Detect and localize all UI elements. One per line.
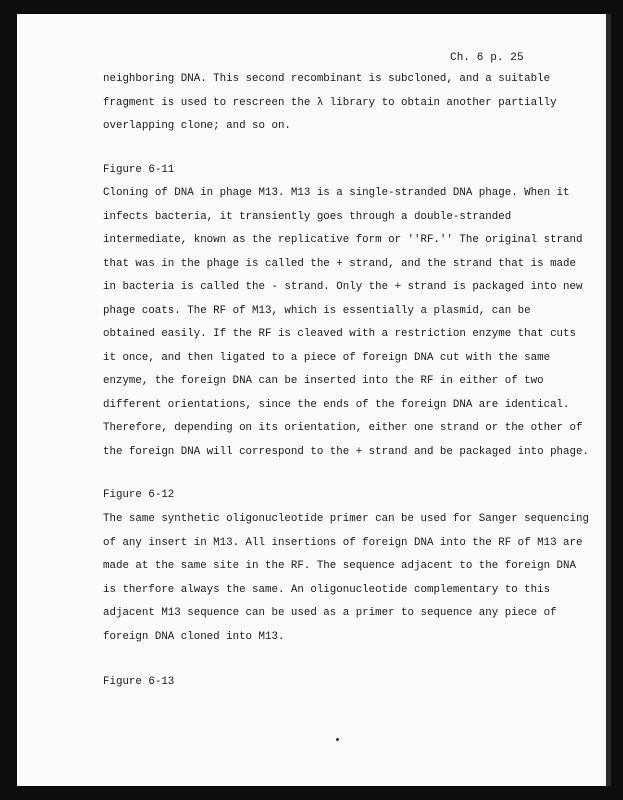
caption-line: Therefore, depending on its orientation, either one strand or the other of bbox=[103, 422, 583, 434]
figure-6-12-caption bbox=[103, 508, 589, 649]
figure-6-13-heading: Figure 6-13 bbox=[103, 676, 175, 688]
figure-6-11-caption bbox=[103, 182, 589, 464]
caption-line: obtained easily. If the RF is cleaved with a restriction enzyme that cuts bbox=[103, 328, 576, 340]
caption-line: foreign DNA cloned into M13. bbox=[103, 630, 285, 643]
caption-line: it once, and then ligated to a piece of foreign DNA cut with the same bbox=[103, 351, 551, 364]
figure-6-12-heading: Figure 6-12 bbox=[103, 489, 175, 501]
caption-line: made at the same site in the RF. The sequence adjacent to the foreign DNA bbox=[103, 560, 576, 572]
page-edge-shadow bbox=[606, 14, 611, 786]
caption-line: is therfore always the same. An oligonucleotide complementary to this bbox=[103, 583, 551, 596]
caption-line: Cloning of DNA in phage M13. M13 is a single-stranded DNA phage. When it bbox=[103, 187, 570, 199]
caption-line: enzyme, the foreign DNA can be inserted into the RF in either of two bbox=[103, 375, 544, 387]
caption-line: The same synthetic oligonucleotide primer can be used for Sanger sequencing bbox=[103, 513, 589, 525]
caption-line: infects bacteria, it transiently goes through a double-stranded bbox=[103, 210, 512, 223]
intro-paragraph bbox=[103, 68, 557, 139]
caption-line: adjacent M13 sequence can be used as a primer to sequence any piece of bbox=[103, 607, 557, 619]
caption-line: different orientations, since the ends of the foreign DNA are identical. bbox=[103, 398, 570, 411]
paragraph-line: overlapping clone; and so on. bbox=[103, 120, 291, 132]
caption-line: intermediate, known as the replicative form or ''RF.'' The original strand bbox=[103, 234, 583, 246]
figure-6-11-heading: Figure 6-11 bbox=[103, 164, 175, 176]
caption-line: in bacteria is called the - strand. Only the + strand is packaged into new bbox=[103, 281, 583, 293]
page-reference: Ch. 6 p. 25 bbox=[450, 52, 524, 64]
stray-mark bbox=[336, 738, 339, 741]
caption-line: phage coats. The RF of M13, which is essentially a plasmid, can be bbox=[103, 304, 531, 317]
caption-line: the foreign DNA will correspond to the + strand and be packaged into phage. bbox=[103, 445, 589, 458]
caption-line: that was in the phage is called the + strand, and the strand that is made bbox=[103, 257, 576, 270]
caption-line: of any insert in M13. All insertions of foreign DNA into the RF of M13 are bbox=[103, 536, 583, 549]
paragraph-line: neighboring DNA. This second recombinant is subcloned, and a suitable bbox=[103, 73, 551, 85]
paragraph-line: fragment is used to rescreen the λ library to obtain another partially bbox=[103, 96, 557, 109]
